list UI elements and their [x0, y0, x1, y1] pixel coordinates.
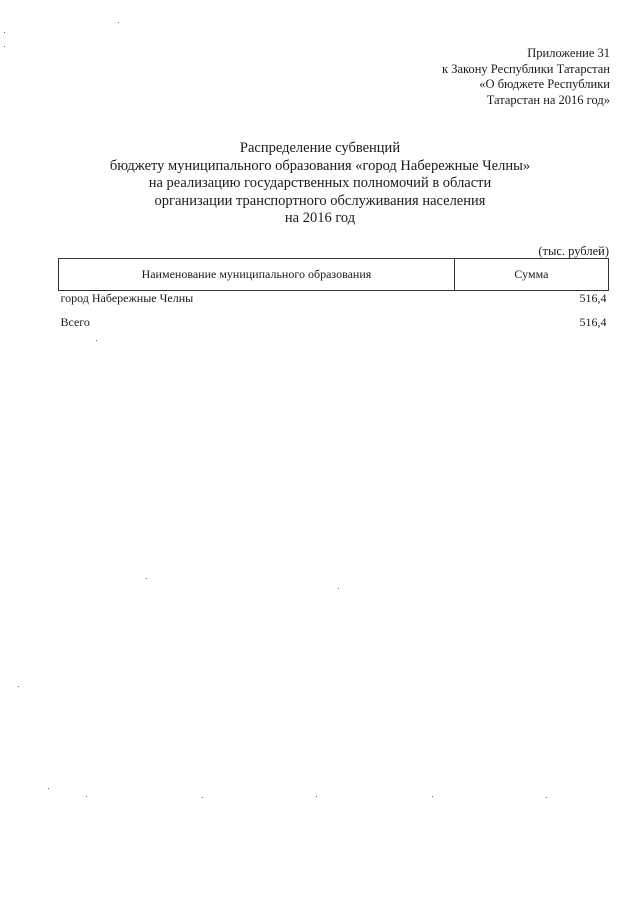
scan-speck	[432, 796, 433, 797]
scan-speck	[338, 588, 339, 589]
row-name: город Набережные Челны	[60, 291, 194, 305]
total-name: Всего	[60, 315, 90, 329]
title-line-2: бюджету муниципального образования «город Набережные Челны»	[109, 157, 531, 174]
appendix-law-title-part2: Татарстан на 2016 год»	[486, 92, 610, 107]
table-row	[59, 291, 609, 312]
table-header-row	[59, 259, 609, 291]
subvention-table	[58, 258, 609, 335]
document-title	[0, 140, 640, 228]
scan-speck	[48, 788, 49, 789]
scan-speck	[18, 686, 19, 687]
scan-speck	[546, 797, 547, 798]
row-sum: 516,4	[579, 291, 607, 305]
scan-speck	[86, 796, 87, 797]
units-label: (тыс. рублей)	[538, 244, 609, 258]
header-sum: Сумма	[454, 259, 608, 291]
total-sum: 516,4	[579, 315, 607, 329]
title-line-4: организации транспортного обслуживания населения	[154, 192, 486, 209]
scan-speck	[202, 797, 203, 798]
title-line-1: Распределение субвенций	[239, 140, 401, 156]
scan-speck	[118, 22, 119, 23]
scan-speck	[146, 578, 147, 579]
scan-speck	[96, 340, 97, 341]
scan-speck	[4, 32, 5, 33]
total-row	[59, 311, 609, 335]
title-line-3: на реализацию государственных полномочий в области	[148, 175, 492, 191]
scan-speck	[4, 46, 5, 47]
title-line-5: на 2016 год	[284, 210, 356, 226]
appendix-reference	[442, 46, 610, 108]
scan-speck	[316, 796, 317, 797]
appendix-law: к Закону Республики Татарстан	[442, 61, 610, 76]
appendix-number: Приложение 31	[527, 46, 610, 60]
header-name: Наименование муниципального образования	[59, 259, 455, 291]
appendix-law-title-part1: «О бюджете Республики	[479, 77, 610, 91]
